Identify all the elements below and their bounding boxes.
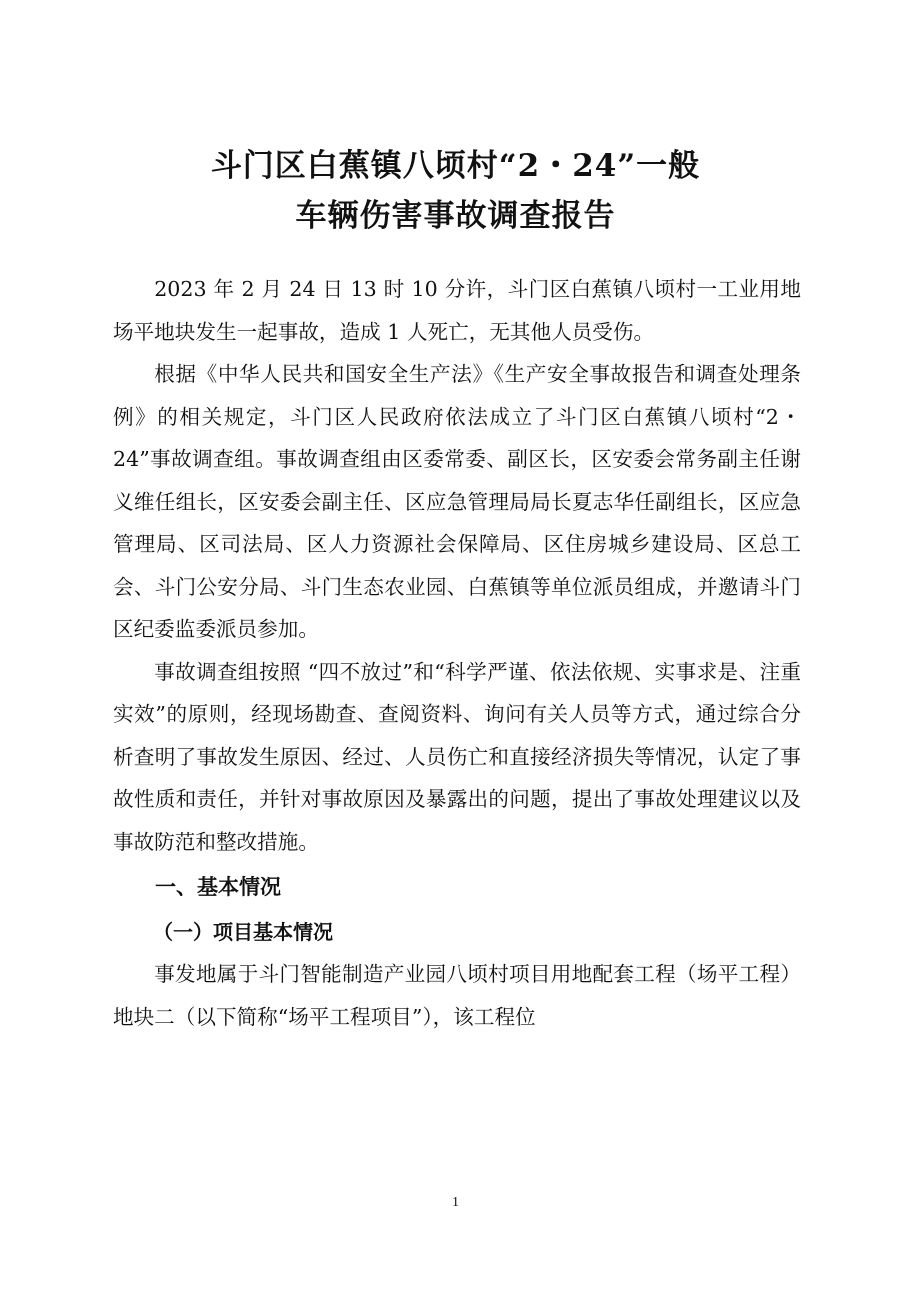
paragraph-investigation-principles: 事故调查组按照 “四不放过”和“科学严谨、依法依规、实事求是、注重实效”的原则，经现场勘查、查阅资料、询问有关人员等方式，通过综合分析查明了事故发生原因、经过、人员伤亡和直接经济损失等情况，认定了事故性质和责任，并针对事故原因及暴露出的问题，提出了事故处理建议以及事故防范和整改措施。 xyxy=(113,659,801,854)
section-heading-basic-info: 一、基本情况 xyxy=(155,875,281,899)
subsection-heading-project-info: （一）项目基本情况 xyxy=(153,920,333,944)
document-title-line-1: 斗门区白蕉镇八顷村“2・24”一般 xyxy=(210,148,701,184)
page-number: 1 xyxy=(452,1195,459,1210)
document-title-line-2: 车辆伤害事故调查报告 xyxy=(295,198,616,234)
paragraph-project-location: 事发地属于斗门智能制造产业园八顷村项目用地配套工程（场平工程）地块二（以下简称“场平工程项目”），该工程位 xyxy=(113,962,801,1029)
paragraph-incident-summary: 2023 年 2 月 24 日 13 时 10 分许，斗门区白蕉镇八顷村一工业用地场平地块发生一起事故，造成 1 人死亡，无其他人员受伤。 xyxy=(113,277,801,344)
paragraph-investigation-team: 根据《中华人民共和国安全生产法》《生产安全事故报告和调查处理条例》的相关规定，斗门区人民政府依法成立了斗门区白蕉镇八顷村“2・24”事故调查组。事故调查组由区委常委、副区长，区安委会常务副主任谢义维任组长，区安委会副主任、区应急管理局局长夏志华任副组长，区应急管理局、区司法局、区人力资源社会保障局、区住房城乡建设局、区总工会、斗门公安分局、斗门生态农业园、白蕉镇等单位派员组成，并邀请斗门区纪委监委派员参加。 xyxy=(113,362,801,641)
document-body xyxy=(113,268,801,1038)
